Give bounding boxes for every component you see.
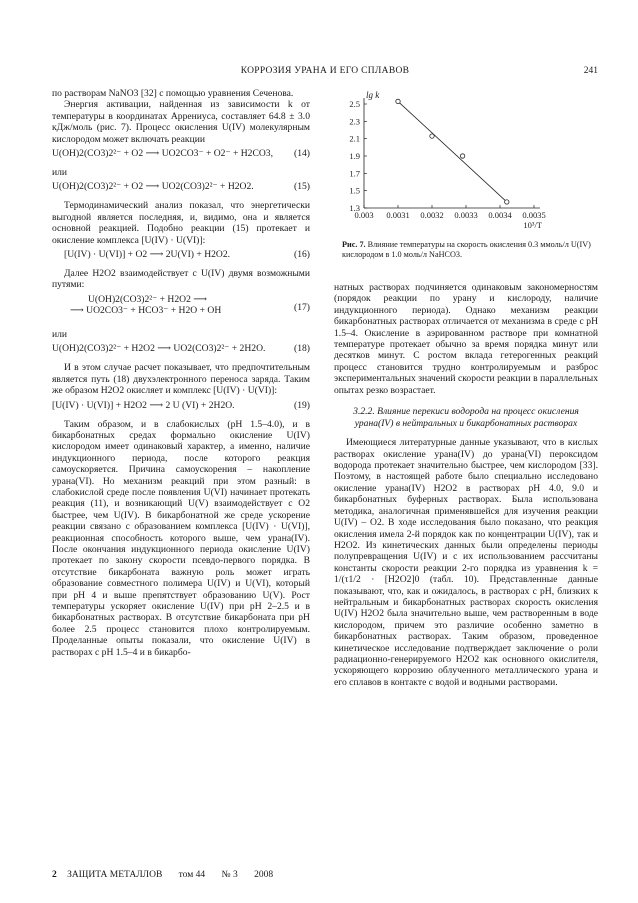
equation-number: (15) — [294, 181, 310, 193]
equation-text: U(OH)2(CO3)2²⁻ + O2 ⟶ UO2CO3⁻ + O2⁻ + H2CO3, — [52, 148, 273, 160]
paragraph: натных растворах подчиняется одинаковым закономерностям (порядок реакции по урану и кислороду, наличие индукционного периода). Однако механизм реакции бикарбонатных растворах отличается от механизма в среде с pH 1.5–4. Окисление в аэрированном растворе при комнатной температуре протекает обычно за время порядка минут или десятков минут. С ростом вклада гетерогенных реакций процесс становится трудно контролируемым и разброс экспериментальных значений скорости реакции в параллельных опытах резко возрастает. — [334, 282, 598, 396]
paragraph: Термодинамический анализ показал, что энергетически выгодной является последняя, и, видимо, она и является основной реакцией. Подобно реакции (15) протекает и окисление комплекса [U(IV) · U(VI)]: — [52, 200, 310, 246]
equation-text: U(OH)2(CO3)2²⁻ + H2O2 ⟶ UO2(CO3)2²⁻ + 2H2O. — [52, 343, 266, 355]
page-footer — [52, 870, 287, 880]
equation-text: [U(IV) · U(VI)] + H2O2 ⟶ 2 U (VI) + 2H2O. — [52, 399, 235, 411]
y-tick-label: 1.3 — [349, 203, 360, 213]
y-tick-label: 1.9 — [349, 151, 360, 161]
data-point — [396, 99, 400, 103]
footer-page-number: 2 — [52, 870, 57, 880]
equation-18 — [52, 343, 310, 359]
data-point — [430, 134, 434, 138]
data-point — [505, 200, 509, 204]
arrhenius-chart — [334, 86, 598, 236]
equation-16 — [52, 249, 310, 265]
journal-issue: № 3 — [221, 870, 238, 880]
y-tick-label: 1.7 — [349, 168, 360, 179]
x-tick-label: 0.0032 — [420, 210, 444, 220]
y-tick-label: 2.3 — [349, 116, 360, 127]
paragraph: Имеющиеся литературные данные указывают, что в кислых растворах окисление урана(IV) до урана(VI) пероксидом водорода протекает значительно быстрее, чем кислородом [33]. Поэтому, в настоящей работе было специально исследовано окисление урана(IV) H2O2 в растворах pH 4.0, 9.0 и бикарбонатных буферных растворах. Была использована методика, аналогичная применявшейся для изучения реакции U(IV) – O2. В ходе исследования было показано, что реакция окисления имела 2-й порядок как по концентрации U(IV), так и H2O2. Из кинетических данных были определены периоды полупревращения U(IV) и с их использованием рассчитаны константы скорости реакции 2-го порядка из уравнения k = 1/(τ1/2 · [H2O2]0 (табл. 10). Представленные данные показывают, что, как и ожидалось, в растворах с pH, близких к нейтральным и бикарбонатных растворах скорость окисления U(IV) H2O2 была значительно выше, чем растворенным в воде кислородом, причем это различие особенно заметно в бикарбонатных растворах. Таким образом, проведенное кинетическое исследование подтверждает заключение о роли радиационно-генерируемого H2O2 как основного окислителя, ускоряющего коррозию облученного металлического урана и его сплавов в контакте с водой и водными растворами. — [334, 437, 598, 688]
paragraph: Далее H2O2 взаимодействует с U(IV) двумя возможными путями: — [52, 268, 310, 291]
running-title: КОРРОЗИЯ УРАНА И ЕГО СПЛАВОВ — [240, 66, 410, 76]
figure-caption — [342, 240, 592, 260]
equation-number: (18) — [294, 343, 310, 355]
x-tick-label: 0.0031 — [386, 210, 410, 220]
equation-text: ⟶ UO2CO3⁻ + HCO3⁻ + H2O + OH — [70, 305, 222, 317]
x-tick-label: 0.003 — [354, 210, 374, 220]
paragraph: Энергия активации, найденная из зависимости k от температуры в координатах Аррениуса, составляет 64.8 ± 3.0 кДж/моль (рис. 7). Процесс окисления U(IV) молекулярным кислородом может включать реакции — [52, 99, 310, 145]
caption-label: Рис. 7. — [342, 240, 366, 249]
equation-number: (16) — [294, 249, 310, 261]
equation-14 — [52, 148, 310, 164]
running-header — [52, 66, 598, 80]
x-tick-label: 0.0035 — [522, 210, 546, 220]
x-tick-label: 0.0033 — [454, 210, 478, 220]
data-point — [460, 154, 464, 158]
equation-text: U(OH)2(CO3)2²⁻ + H2O2 ⟶ — [88, 293, 208, 305]
page-number: 241 — [583, 66, 598, 76]
equation-number: (17) — [294, 301, 310, 313]
x-tick-label: 0.0034 — [488, 210, 512, 220]
right-column — [334, 282, 598, 688]
journal-year: 2008 — [254, 870, 274, 880]
y-tick-label: 2.1 — [349, 133, 360, 144]
paragraph: И в этом случае расчет показывает, что предпочтительным является путь (18) двухэлектронного переноса заряда. Таким же образом H2O2 окисляет и комплекс [U(IV) · U(VI)]: — [52, 362, 310, 397]
x-axis-label: 10³/T — [523, 220, 542, 230]
equation-17 — [52, 294, 310, 326]
equation-text: U(OH)2(CO3)2²⁻ + O2 ⟶ UO2(CO3)2²⁻ + H2O2. — [52, 181, 254, 193]
equation-19 — [52, 400, 310, 416]
journal-volume: том 44 — [178, 870, 206, 880]
fit-line — [398, 101, 507, 202]
y-tick-label: 2.5 — [349, 99, 360, 109]
section-title: 3.2.2. Влияние перекиси водорода на процесс окисления урана(IV) в нейтральных и бикарбонатных растворах — [353, 406, 579, 429]
y-axis-label: lg k — [366, 90, 380, 100]
journal-name: ЗАЩИТА МЕТАЛЛОВ — [67, 870, 163, 880]
figure-7 — [334, 86, 598, 266]
paragraph: или — [52, 328, 68, 340]
paragraph: по растворам NaNO3 [32] с помощью уравнения Сеченова. — [52, 88, 294, 99]
equation-15 — [52, 181, 310, 197]
equation-number: (14) — [294, 148, 310, 160]
equation-number: (19) — [294, 399, 310, 411]
paragraph: Таким образом, и в слабокислых (pH 1.5–4.0), и в бикарбонатных средах формально окисление U(IV) кислородом имеет одинаковый характер, а именно, наличие индукционного периода, после которого реакция самоускоряется. Причина самоускорения – накопление урана(VI). Но механизм реакций при этом разный: в слабокислой среде после появления U(VI) начинает протекать реакция (11), и возникающий U(V) взаимодействует с O2 быстрее, чем U(IV). В бикарбонатной же среде ускорение реакции связано с образованием комплекса [U(IV) · U(VI)], реакционная способность которого выше, чем урана(IV). После окончания индукционного периода окисление U(IV) протекает по закону скорости псевдо-первого порядка. В отсутствие бикарбоната важную роль может играть образование совместного полимера U(IV) и U(VI), который при pH 4 и выше препятствует образованию U(V). Рост температуры ускоряет окисление U(IV) при pH 2–2.5 и в бикарбонатных растворах. В отсутствие бикарбоната при pH более 2.5 процесс становится плохо контролируемым. Проделанные опыты показали, что окисление U(IV) в растворах с pH 1.5–4 и в бикарбо- — [52, 418, 310, 658]
y-tick-label: 1.5 — [349, 185, 360, 196]
left-column — [52, 88, 310, 658]
equation-text: [U(IV) · U(VI)] + O2 ⟶ 2U(VI) + H2O2. — [64, 249, 231, 261]
paragraph: или — [52, 167, 68, 179]
caption-text: Влияние температуры на скорость окисления 0.3 ммоль/л U(IV) кислородом в 1.0 моль/л NaHCO3. — [342, 240, 591, 259]
